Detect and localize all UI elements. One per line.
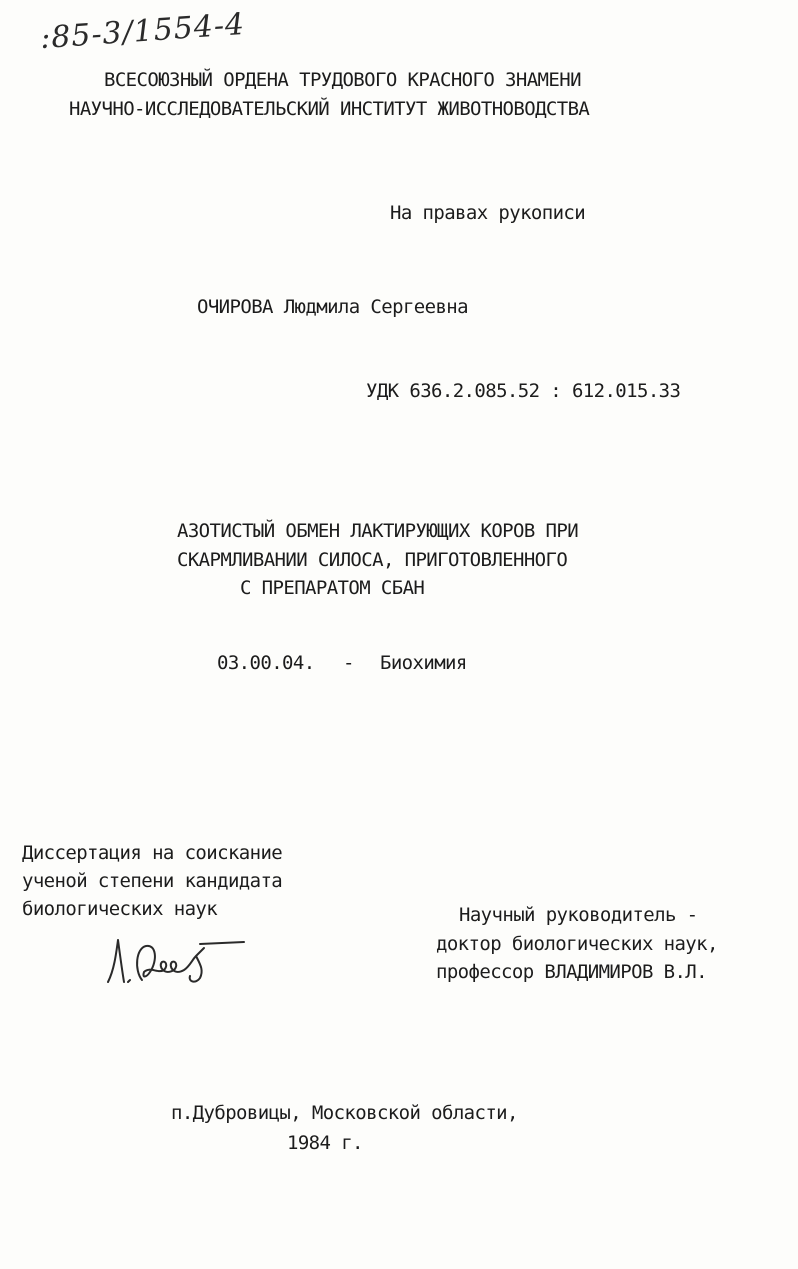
title-line-1: АЗОТИСТЫЙ ОБМЕН ЛАКТИРУЮЩИХ КОРОВ ПРИ [177, 520, 579, 542]
specialty-code: 03.00.04. [217, 652, 315, 674]
institute-line-2: НАУЧНО-ИССЛЕДОВАТЕЛЬСКИЙ ИНСТИТУТ ЖИВОТНОВОДСТВА [69, 98, 590, 120]
manuscript-rights-note: На правах рукописи [390, 202, 586, 224]
degree-line-3: биологических наук [22, 898, 218, 920]
author-signature [104, 930, 254, 990]
degree-line-2: ученой степени кандидата [22, 870, 283, 892]
supervisor-line-3: профессор ВЛАДИМИРОВ В.Л. [436, 961, 707, 983]
specialty-dash: - [343, 652, 354, 674]
place-of-publication: п.Дубровицы, Московской области, [171, 1102, 518, 1124]
supervisor-line-1: Научный руководитель - [459, 904, 698, 926]
handwritten-reference-number: :85-3/1554-4 [39, 6, 247, 57]
specialty-name: Биохимия [380, 652, 467, 674]
publication-year: 1984 г. [287, 1132, 363, 1154]
title-line-2: СКАРМЛИВАНИИ СИЛОСА, ПРИГОТОВЛЕННОГО [177, 549, 568, 571]
title-line-3: С ПРЕПАРАТОМ СБАН [240, 577, 425, 599]
degree-line-1: Диссертация на соискание [22, 842, 283, 864]
supervisor-line-2: доктор биологических наук, [436, 933, 718, 955]
udc-code: УДК 636.2.085.52 : 612.015.33 [366, 380, 681, 402]
author-name: ОЧИРОВА Людмила Сергеевна [197, 296, 468, 318]
institute-line-1: ВСЕСОЮЗНЫЙ ОРДЕНА ТРУДОВОГО КРАСНОГО ЗНАМЕНИ [104, 69, 581, 91]
